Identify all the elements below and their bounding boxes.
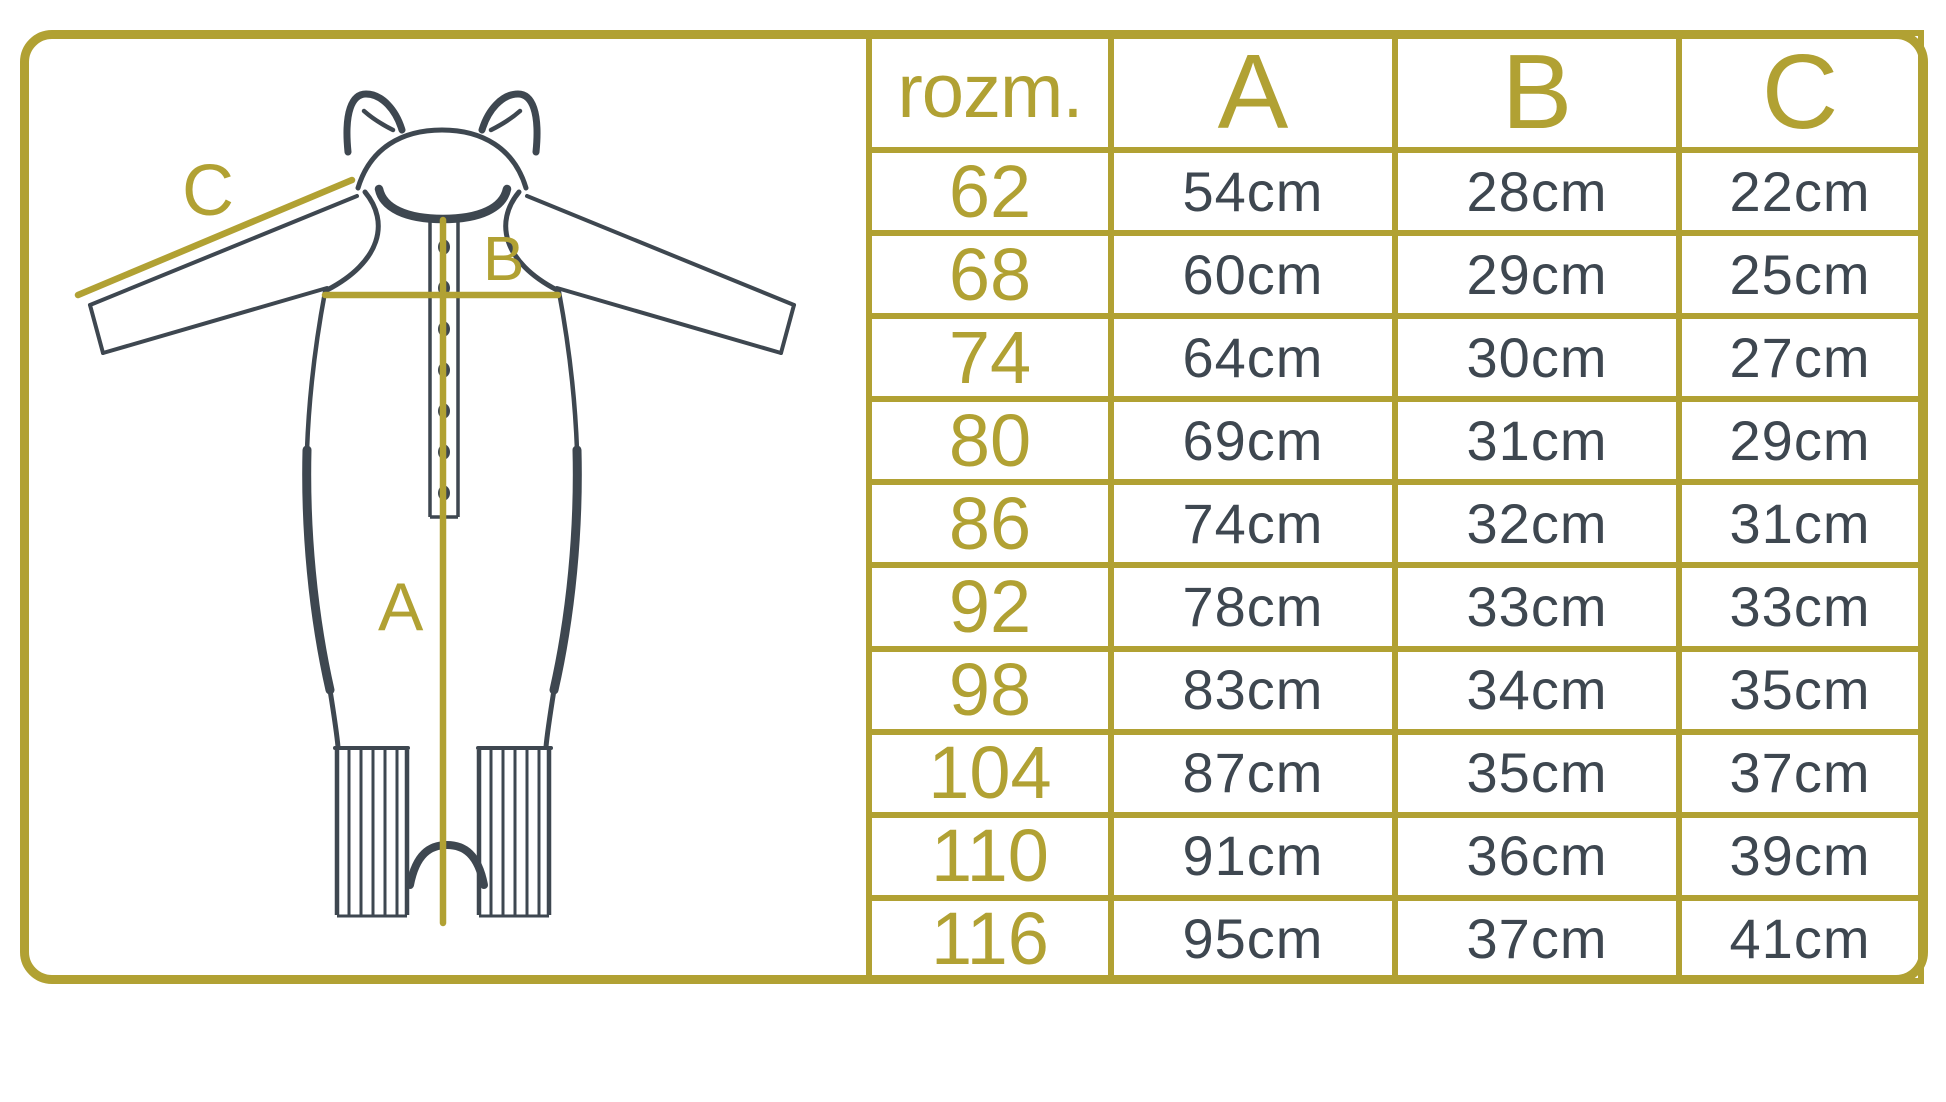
header-a: A [1111, 33, 1395, 150]
cell-b: 36cm [1395, 815, 1679, 898]
cell-c: 37cm [1679, 732, 1921, 815]
table-row [869, 233, 1921, 316]
table-row [869, 898, 1921, 981]
cell-c: 27cm [1679, 316, 1921, 399]
cell-b: 31cm [1395, 399, 1679, 482]
cell-size: 74 [869, 316, 1111, 399]
measurement-label-c: C [182, 151, 234, 231]
header-row [869, 33, 1921, 150]
cell-size: 68 [869, 233, 1111, 316]
cell-size: 62 [869, 150, 1111, 233]
cell-size: 98 [869, 649, 1111, 732]
table-row [869, 399, 1921, 482]
cell-c: 41cm [1679, 898, 1921, 981]
hood-outline [358, 130, 526, 219]
cell-b: 29cm [1395, 233, 1679, 316]
cell-b: 30cm [1395, 316, 1679, 399]
bear-ears-icon [347, 94, 537, 152]
cell-size: 92 [869, 565, 1111, 648]
cell-size: 86 [869, 482, 1111, 565]
measurement-label-b: B [483, 225, 525, 294]
crotch-curve [410, 845, 484, 885]
cell-b: 33cm [1395, 565, 1679, 648]
cell-c: 25cm [1679, 233, 1921, 316]
table-row [869, 815, 1921, 898]
table-row [869, 316, 1921, 399]
romper-diagram [0, 0, 870, 1000]
cell-c: 29cm [1679, 399, 1921, 482]
header-size: rozm. [869, 33, 1111, 150]
header-c: C [1679, 33, 1921, 150]
size-table-body [869, 150, 1921, 981]
cell-c: 22cm [1679, 150, 1921, 233]
table-row [869, 732, 1921, 815]
table-row [869, 649, 1921, 732]
cell-b: 35cm [1395, 732, 1679, 815]
cell-a: 60cm [1111, 233, 1395, 316]
left-leg-cuff [335, 748, 408, 916]
cell-a: 69cm [1111, 399, 1395, 482]
cell-size: 116 [869, 898, 1111, 981]
cell-c: 33cm [1679, 565, 1921, 648]
header-b: B [1395, 33, 1679, 150]
table-row [869, 565, 1921, 648]
cell-b: 28cm [1395, 150, 1679, 233]
cell-b: 37cm [1395, 898, 1679, 981]
size-table [866, 30, 1924, 984]
cell-b: 32cm [1395, 482, 1679, 565]
cell-a: 95cm [1111, 898, 1395, 981]
table-row [869, 150, 1921, 233]
cell-c: 35cm [1679, 649, 1921, 732]
cell-a: 87cm [1111, 732, 1395, 815]
cell-a: 54cm [1111, 150, 1395, 233]
cell-size: 110 [869, 815, 1111, 898]
measurement-label-a: A [378, 569, 424, 645]
cell-a: 83cm [1111, 649, 1395, 732]
cell-a: 74cm [1111, 482, 1395, 565]
cell-a: 64cm [1111, 316, 1395, 399]
cell-c: 31cm [1679, 482, 1921, 565]
cell-a: 78cm [1111, 565, 1395, 648]
cell-a: 91cm [1111, 815, 1395, 898]
right-leg-cuff [478, 748, 551, 916]
cell-b: 34cm [1395, 649, 1679, 732]
cell-c: 39cm [1679, 815, 1921, 898]
cell-size: 104 [869, 732, 1111, 815]
table-row [869, 482, 1921, 565]
cell-size: 80 [869, 399, 1111, 482]
